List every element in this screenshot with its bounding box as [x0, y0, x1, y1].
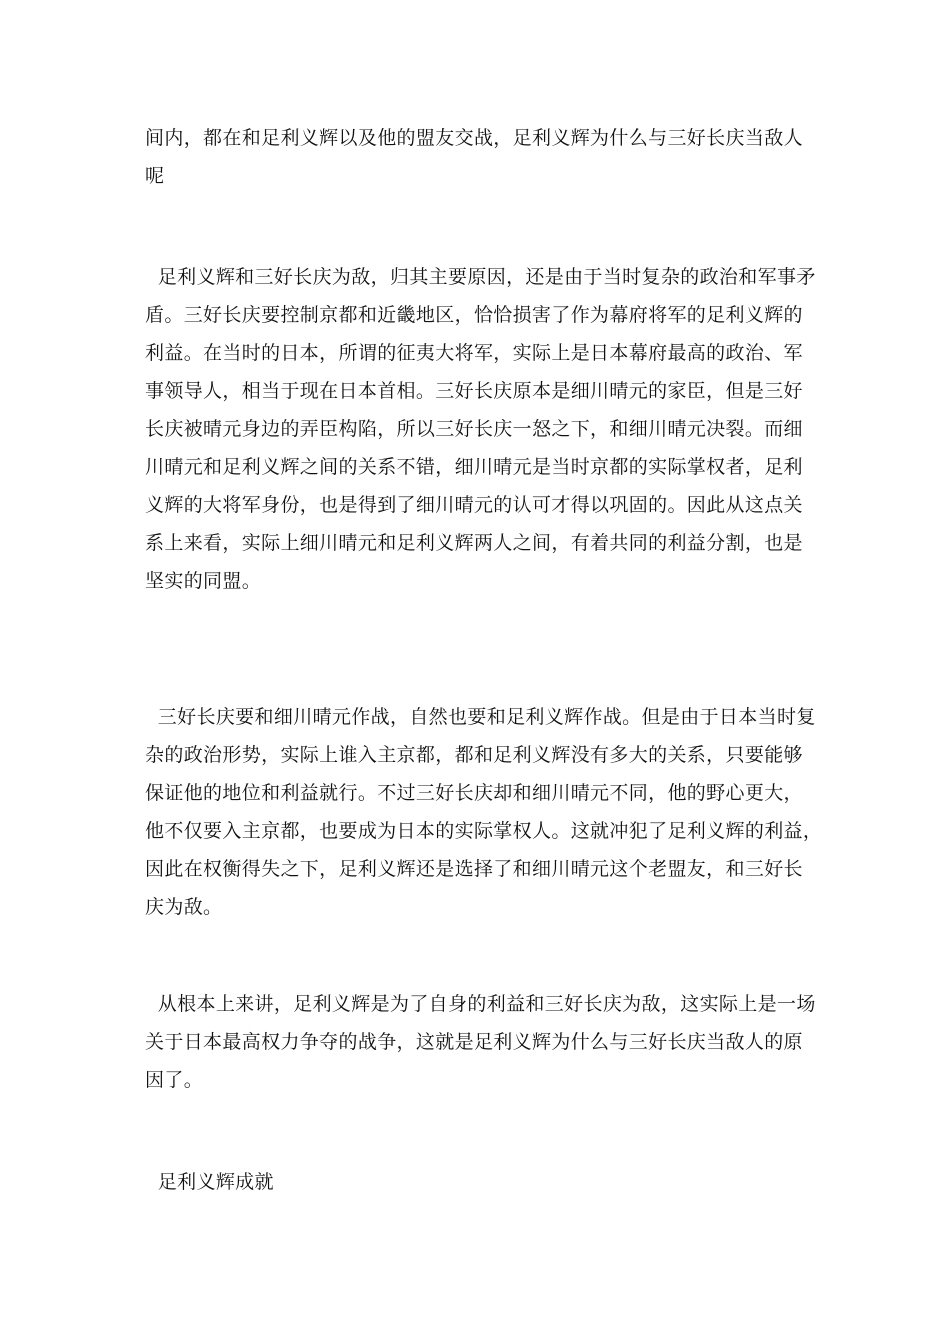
section-heading: 足利义辉成就 — [145, 1171, 274, 1193]
p2-line-4: 事领导人，相当于现在日本首相。三好长庆原本是细川晴元的家臣，但是三好 — [145, 380, 803, 402]
p1-line-2: 呢 — [145, 165, 165, 187]
p2-line-9: 坚实的同盟。 — [145, 570, 262, 592]
p1-line-1: 间内，都在和足利义辉以及他的盟友交战，足利义辉为什么与三好长庆当敌人 — [145, 127, 803, 149]
p2-line-2: 盾。三好长庆要控制京都和近畿地区，恰恰损害了作为幕府将军的足利义辉的 — [145, 304, 803, 326]
p3-line-2: 杂的政治形势，实际上谁入主京都，都和足利义辉没有多大的关系，只要能够 — [145, 744, 803, 766]
p4-line-1: 从根本上来讲，足利义辉是为了自身的利益和三好长庆为敌，这实际上是一场 — [145, 993, 816, 1015]
p2-line-1: 足利义辉和三好长庆为敌，归其主要原因，还是由于当时复杂的政治和军事矛 — [145, 266, 816, 288]
p2-line-7: 义辉的大将军身份，也是得到了细川晴元的认可才得以巩固的。因此从这点关 — [145, 494, 803, 516]
p3-line-1: 三好长庆要和细川晴元作战，自然也要和足利义辉作战。但是由于日本当时复 — [145, 706, 816, 728]
p4-line-3: 因了。 — [145, 1069, 204, 1091]
p4-line-2: 关于日本最高权力争夺的战争，这就是足利义辉为什么与三好长庆当敌人的原 — [145, 1031, 803, 1053]
p3-line-3: 保证他的地位和利益就行。不过三好长庆却和细川晴元不同，他的野心更大， — [145, 782, 803, 804]
p2-line-6: 川晴元和足利义辉之间的关系不错，细川晴元是当时京都的实际掌权者，足利 — [145, 456, 803, 478]
p2-line-3: 利益。在当时的日本，所谓的征夷大将军，实际上是日本幕府最高的政治、军 — [145, 342, 803, 364]
p2-line-8: 系上来看，实际上细川晴元和足利义辉两人之间，有着共同的利益分割，也是 — [145, 532, 803, 554]
p2-line-5: 长庆被晴元身边的弄臣构陷，所以三好长庆一怒之下，和细川晴元决裂。而细 — [145, 418, 803, 440]
p3-line-6: 庆为敌。 — [145, 896, 223, 918]
p3-line-4: 他不仅要入主京都，也要成为日本的实际掌权人。这就冲犯了足利义辉的利益， — [145, 820, 823, 842]
p3-line-5: 因此在权衡得失之下，足利义辉还是选择了和细川晴元这个老盟友，和三好长 — [145, 858, 803, 880]
